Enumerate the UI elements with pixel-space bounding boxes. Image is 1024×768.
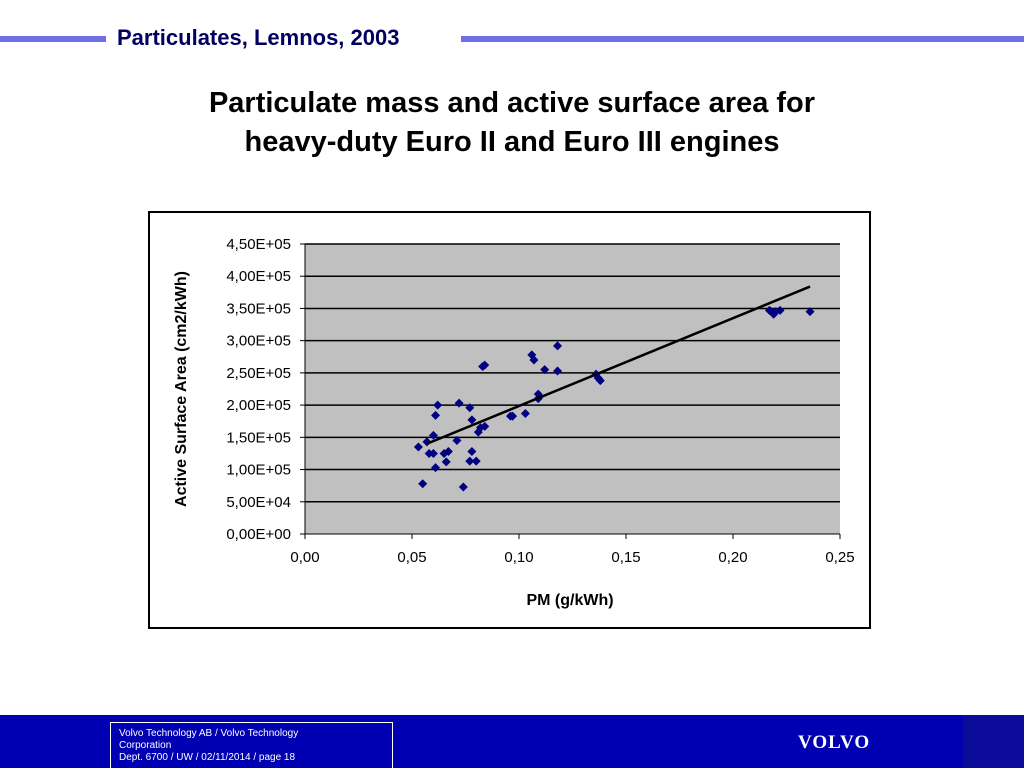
slide-title-line-2: heavy-duty Euro II and Euro III engines bbox=[244, 126, 780, 158]
chart-frame bbox=[148, 211, 871, 629]
y-tick-label: 1,00E+05 bbox=[226, 461, 291, 479]
y-tick-label: 5,00E+04 bbox=[226, 493, 291, 511]
footer-line-3: Dept. 6700 / UW / 02/11/2014 / page 18 bbox=[119, 752, 296, 763]
volvo-logo: VOLVO bbox=[798, 732, 871, 753]
x-tick-label: 0,05 bbox=[397, 549, 427, 566]
x-tick-label: 0,25 bbox=[825, 549, 855, 566]
header-rule-left bbox=[0, 36, 106, 42]
footer-right-block bbox=[963, 715, 1024, 768]
header-title: Particulates, Lemnos, 2003 bbox=[117, 25, 400, 50]
plot-area bbox=[305, 244, 840, 534]
header-rule-right bbox=[461, 36, 1024, 42]
x-axis-title: PM (g/kWh) bbox=[526, 592, 614, 609]
y-tick-label: 1,50E+05 bbox=[226, 429, 291, 447]
slide-title-line-1: Particulate mass and active surface area for bbox=[208, 87, 816, 119]
y-tick-label: 4,00E+05 bbox=[226, 268, 291, 286]
y-tick-label: 3,50E+05 bbox=[226, 300, 291, 318]
x-tick-label: 0,00 bbox=[290, 549, 320, 566]
footer-line-1: Volvo Technology AB / Volvo Technology bbox=[119, 728, 299, 739]
y-tick-label: 2,00E+05 bbox=[226, 397, 291, 415]
y-tick-label: 2,50E+05 bbox=[226, 364, 291, 382]
footer-bar bbox=[0, 715, 1024, 768]
x-tick-label: 0,15 bbox=[611, 549, 641, 566]
y-axis-title: Active Surface Area (cm2/kWh) bbox=[173, 271, 190, 507]
x-tick-label: 0,10 bbox=[504, 549, 534, 566]
y-tick-label: 3,00E+05 bbox=[226, 332, 291, 350]
y-tick-label: 0,00E+00 bbox=[226, 526, 291, 543]
slide-title bbox=[0, 84, 1024, 162]
y-tick-label: 4,50E+05 bbox=[226, 236, 291, 253]
x-tick-label: 0,20 bbox=[718, 549, 748, 566]
scatter-chart bbox=[150, 213, 869, 627]
footer-info-box bbox=[110, 722, 393, 768]
footer-line-2: Corporation bbox=[119, 740, 172, 751]
